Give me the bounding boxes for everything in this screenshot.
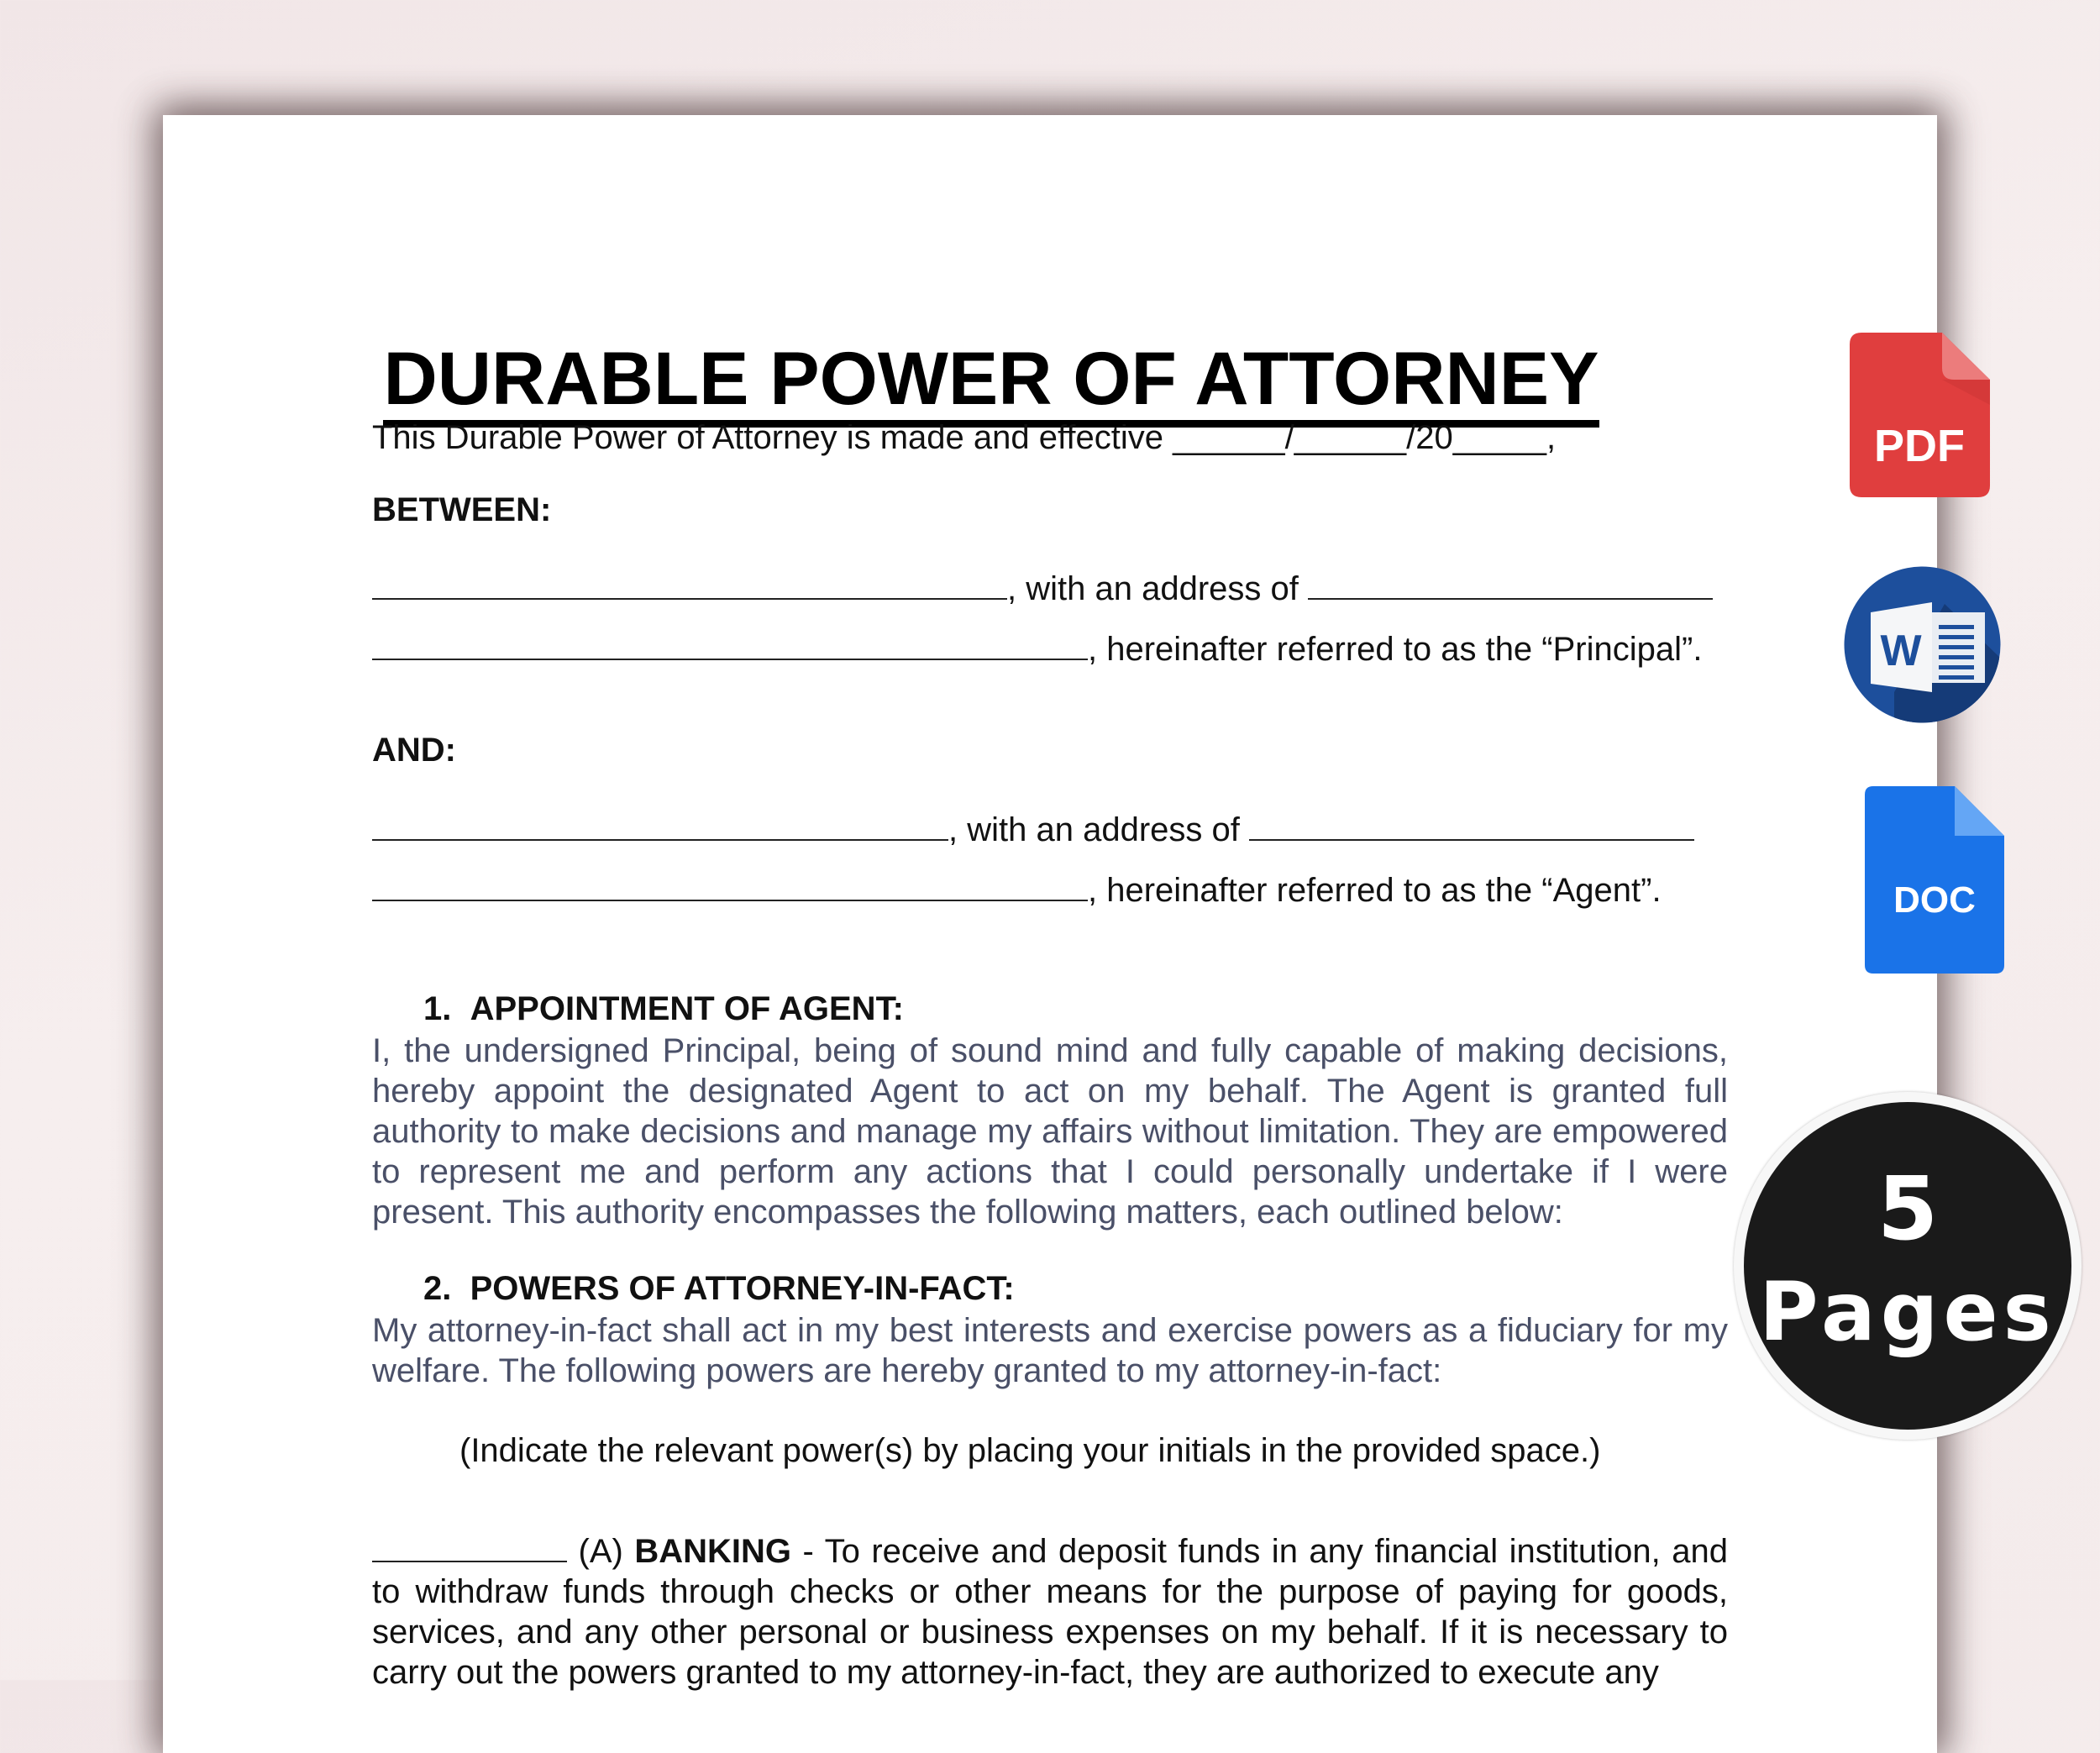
page-count-badge [1734,1092,2082,1440]
agent-reference-text: , hereinafter referred to as the “Agent”. [1088,872,1662,909]
instruction-text: (Indicate the relevant power(s) by placing your initials in the provided space.) [459,1432,1601,1469]
agent-address-field-2[interactable] [372,874,1088,901]
section-2-body: My attorney-in-fact shall act in my best interests and exercise powers as a fiduciary for my welfare. The following powers are hereby granted to my attorney-in-fact: [372,1312,1728,1389]
principal-name-field[interactable] [372,573,1007,600]
section-1-body: I, the undersigned Principal, being of sound mind and fully capable of making decisions, hereby appoint the designated Agent to act on my behalf. The Agent is granted full authority to make decisions and manage my affairs without limitation. They are empowered to represent me and perform any actions that I could personally undertake if I were present. This authority encompasses the following matters, each outlined below: [372,1032,1728,1231]
document-page [163,115,1937,1753]
agent-address-field[interactable] [1249,814,1694,841]
effective-date-field[interactable]: ______/______/20_____, [1173,419,1557,456]
intro-text: This Durable Power of Attorney is made and effective [372,419,1163,456]
svg-text:PDF: PDF [1874,421,1965,471]
doc-file-icon [1865,786,2004,974]
agent-line-2 [372,872,1662,910]
agent-name-field[interactable] [372,814,948,841]
power-banking [372,1531,1728,1693]
principal-reference-text: , hereinafter referred to as the “Principal”. [1088,631,1703,668]
svg-text:W: W [1880,627,1922,675]
principal-address-label: , with an address of [1007,570,1299,607]
principal-address-field-2[interactable] [372,633,1088,660]
word-icon [1844,566,2001,723]
svg-text:DOC: DOC [1893,879,1976,921]
page-count: 5 [1877,1157,1939,1260]
principal-address-field[interactable] [1308,573,1713,600]
agent-line-1 [372,811,1694,849]
principal-line-2 [372,631,1702,669]
power-name: BANKING [634,1533,791,1570]
agent-address-label: , with an address of [948,811,1240,848]
document-title: DURABLE POWER OF ATTORNEY [163,335,1937,428]
power-letter: (A) [578,1533,623,1570]
section-2-heading [423,1270,1015,1308]
section-title: POWERS OF ATTORNEY-IN-FACT: [470,1270,1015,1307]
banking-initials-field[interactable] [372,1535,567,1562]
and-label: AND: [372,732,456,769]
principal-line-1 [372,570,1713,608]
section-1-heading [423,990,904,1028]
badge-circle [1744,1102,2071,1430]
between-label: BETWEEN: [372,491,552,528]
power-description: - To receive and deposit funds in any financial institution, and to withdraw funds through checks or other means for the purpose of paying for goods, services, and any other personal or business expenses on my behalf. If it is necessary to carry out the powers granted to my attorney-in-fact, they are authorized to execute any [372,1533,1728,1691]
section-number: 2. [423,1270,452,1307]
intro-line [372,419,1556,457]
section-number: 1. [423,990,452,1027]
page-count-label: Pages [1759,1265,2056,1359]
section-title: APPOINTMENT OF AGENT: [470,990,904,1027]
pdf-file-icon [1850,333,1990,497]
